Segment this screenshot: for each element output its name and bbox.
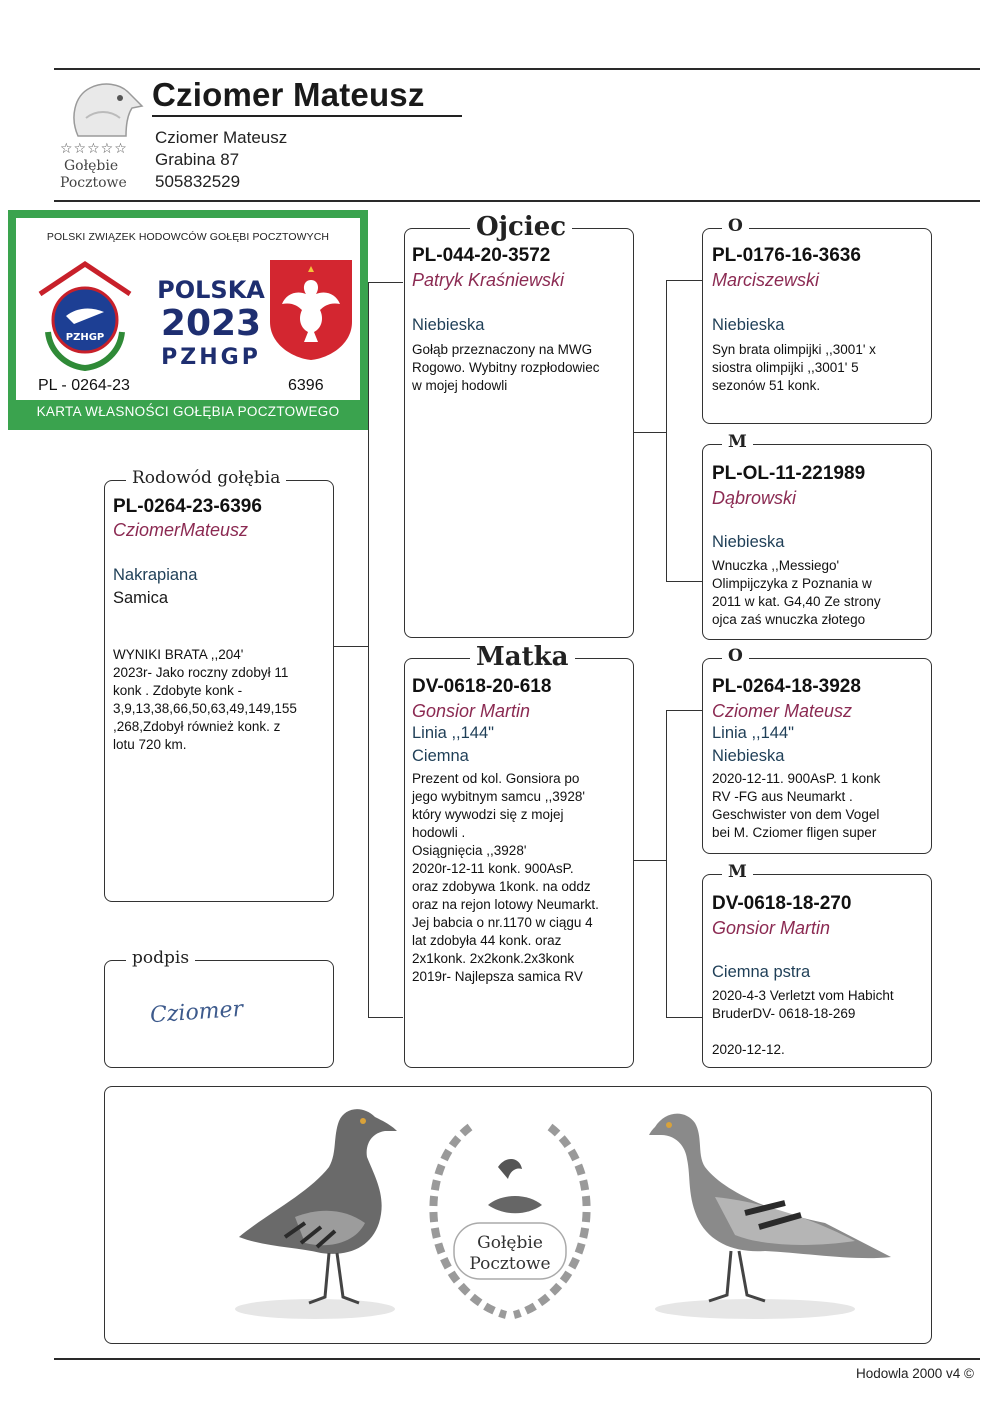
header-bottom-rule [54,200,980,202]
note-line: ,268,Zdobył również konk. z [113,719,281,734]
tree-connector-mother [666,710,703,1018]
logo-text-1: Gołębie [64,158,119,174]
card-footer-text: KARTA WŁASNOŚCI GOŁĘBIA POCZTOWEGO [36,404,340,419]
paternal-grandfather-color: Niebieska [712,316,785,334]
note-line: BruderDV- 0618-18-269 [712,1006,856,1021]
subject-notes [113,646,328,754]
pigeon-left-illustration [225,1097,405,1327]
note-line: 2020r-12-11 konk. 900AsP. [412,861,574,876]
logo-text-2: Pocztowe [60,175,127,191]
father-ring: PL-044-20-3572 [412,245,551,266]
tree-connector-father-branch [632,432,666,433]
mother-line: Linia ,,144" [412,724,495,742]
card-polska-text [146,275,276,373]
note-line: sezonów 51 konk. [712,378,821,393]
header-top-rule [54,68,980,70]
mother-legend: Matka [470,642,575,672]
note-line: WYNIKI BRATA ,,204' [113,647,244,662]
father-legend: Ojciec [470,212,572,242]
card-ring-number: PL - 0264-23 [38,377,130,394]
ownership-card [8,210,368,430]
svg-text:PZHGP: PZHGP [65,332,105,343]
maternal-grandfather-line: Linia ,,144" [712,724,795,742]
maternal-grandmother-notes [712,987,928,1059]
note-line: ojca zaś wnuczka złotego [712,612,866,627]
note-line: konk . Zdobyte konk - [113,683,243,698]
center-emblem [410,1107,610,1337]
note-line: jego wybitnym samcu ,,3928' [412,789,585,804]
paternal-grandfather-ring: PL-0176-16-3636 [712,245,861,266]
note-line: Gołąb przeznaczony na MWG [412,342,593,357]
maternal-grandfather-breeder: Cziomer Mateusz [712,701,853,721]
footer-rule [54,1358,980,1360]
owner-name: Cziomer Mateusz [155,128,288,147]
subject-color: Nakrapiana [113,566,198,584]
logo [56,78,150,193]
maternal-grandmother-legend: M [722,862,753,882]
note-line: Prezent od kol. Gonsiora po [412,771,580,786]
paternal-grandmother-legend: M [722,432,753,452]
note-line: RV -FG aus Neumarkt . [712,789,853,804]
maternal-grandfather-legend: O [722,646,749,666]
note-line: Rogowo. Wybitny rozpłodowiec [412,360,600,375]
paternal-grandmother-color: Niebieska [712,533,785,551]
mother-ring: DV-0618-20-618 [412,676,552,697]
note-line: 2020-12-11. 900AsP. 1 konk [712,771,881,786]
father-color: Niebieska [412,316,485,334]
owner-title: Cziomer Mateusz [152,76,425,113]
father-breeder: Patryk Kraśniewski [412,270,565,290]
note-line: 2023r- Jako roczny zdobył 11 [113,665,289,680]
note-line: 2020-12-12. [712,1042,785,1057]
paternal-grandmother-breeder: Dąbrowski [712,488,797,508]
card-pigeon-number: 6396 [288,377,324,394]
note-line: Olimpijczyka z Poznania w [712,576,872,591]
note-line: 2019r- Najlepsza samica RV [412,969,583,984]
owner-title-underline [152,115,462,117]
mother-notes [412,770,630,986]
subject-sex: Samica [113,589,169,607]
note-line: 2020-4-3 Verletzt vom Habicht [712,988,894,1003]
note-line: lotu 720 km. [113,737,187,752]
note-line: Syn brata olimpijki ,,3001' x [712,342,876,357]
note-line: 2x1konk. 2x2konk.2x3konk [412,951,575,966]
note-line: Wnuczka ,,Messiego' [712,558,840,573]
card-inner [16,218,360,400]
paternal-grandfather-notes [712,341,928,395]
maternal-grandmother-breeder: Gonsior Martin [712,918,831,938]
card-polska: POLSKA [157,276,265,304]
subject-breeder: CziomerMateusz [113,520,249,540]
software-credit: Hodowla 2000 v4 © [855,1366,974,1381]
note-line: lat zdobyła 44 konk. oraz [412,933,562,948]
note-line: Jej babcia o nr.1170 w ciągu 4 [412,915,593,930]
mother-color: Ciemna [412,747,469,765]
emblem-text-1: Gołębie [477,1233,543,1253]
card-union-name: POLSKI ZWIĄZEK HODOWCÓW GOŁĘBI POCZTOWYCH [46,231,330,243]
pigeon-illustration-panel [104,1086,932,1344]
emblem-text-2: Pocztowe [469,1254,551,1274]
laurel-wreath-icon [410,1107,610,1337]
logo-stars: ☆☆☆☆☆ [60,140,128,156]
tree-connector-subject-branch [332,646,368,647]
maternal-grandmother-color: Ciemna pstra [712,963,811,981]
paternal-grandmother-notes [712,557,928,629]
polish-eagle-emblem-icon [268,258,354,362]
note-line [712,1023,928,1041]
subject-legend: Rodowód gołębia [126,468,286,488]
owner-phone: 505832529 [155,172,241,191]
father-notes [412,341,630,395]
signature-legend: podpis [126,948,195,968]
note-line: w mojej hodowli [412,378,508,393]
paternal-grandmother-ring: PL-OL-11-221989 [712,463,866,484]
note-line: hodowli . [412,825,466,840]
note-line: który wywodzi się z mojej [412,807,564,822]
maternal-grandmother-ring: DV-0618-18-270 [712,893,852,914]
tree-connector-father [666,280,703,582]
maternal-grandfather-color: Niebieska [712,747,785,765]
note-line: oraz na rejon lotowy Neumarkt. [412,897,599,912]
owner-address: Grabina 87 [155,150,240,169]
pigeon-right-illustration [635,1097,905,1327]
pzhgp-badge-icon [30,254,140,372]
tree-connector-subject [368,282,403,1018]
maternal-grandfather-notes [712,770,928,842]
signature-scribble: Cziomer [149,996,244,1029]
note-line: siostra olimpijki ,,3001' 5 [712,360,859,375]
note-line: 3,9,13,38,66,50,63,49,149,155 [113,701,297,716]
paternal-grandfather-breeder: Marciszewski [712,270,820,290]
tree-connector-mother-branch [632,860,666,861]
mother-breeder: Gonsior Martin [412,701,531,721]
paternal-grandfather-legend: O [722,216,749,236]
note-line: Geschwister von dem Vogel [712,807,880,822]
maternal-grandfather-ring: PL-0264-18-3928 [712,676,861,697]
note-line: Osiągnięcia ,,3928' [412,843,527,858]
pigeon-head-icon [56,78,150,140]
subject-ring: PL-0264-23-6396 [113,496,262,517]
note-line: 2011 w kat. G4,40 Ze strony [712,594,881,609]
note-line: bei M. Cziomer fligen super [712,825,877,840]
card-year: 2023 [160,303,262,344]
note-line: oraz zdobywa 1konk. na oddz [412,879,591,894]
card-pzhgp: PZHGP [161,345,261,370]
